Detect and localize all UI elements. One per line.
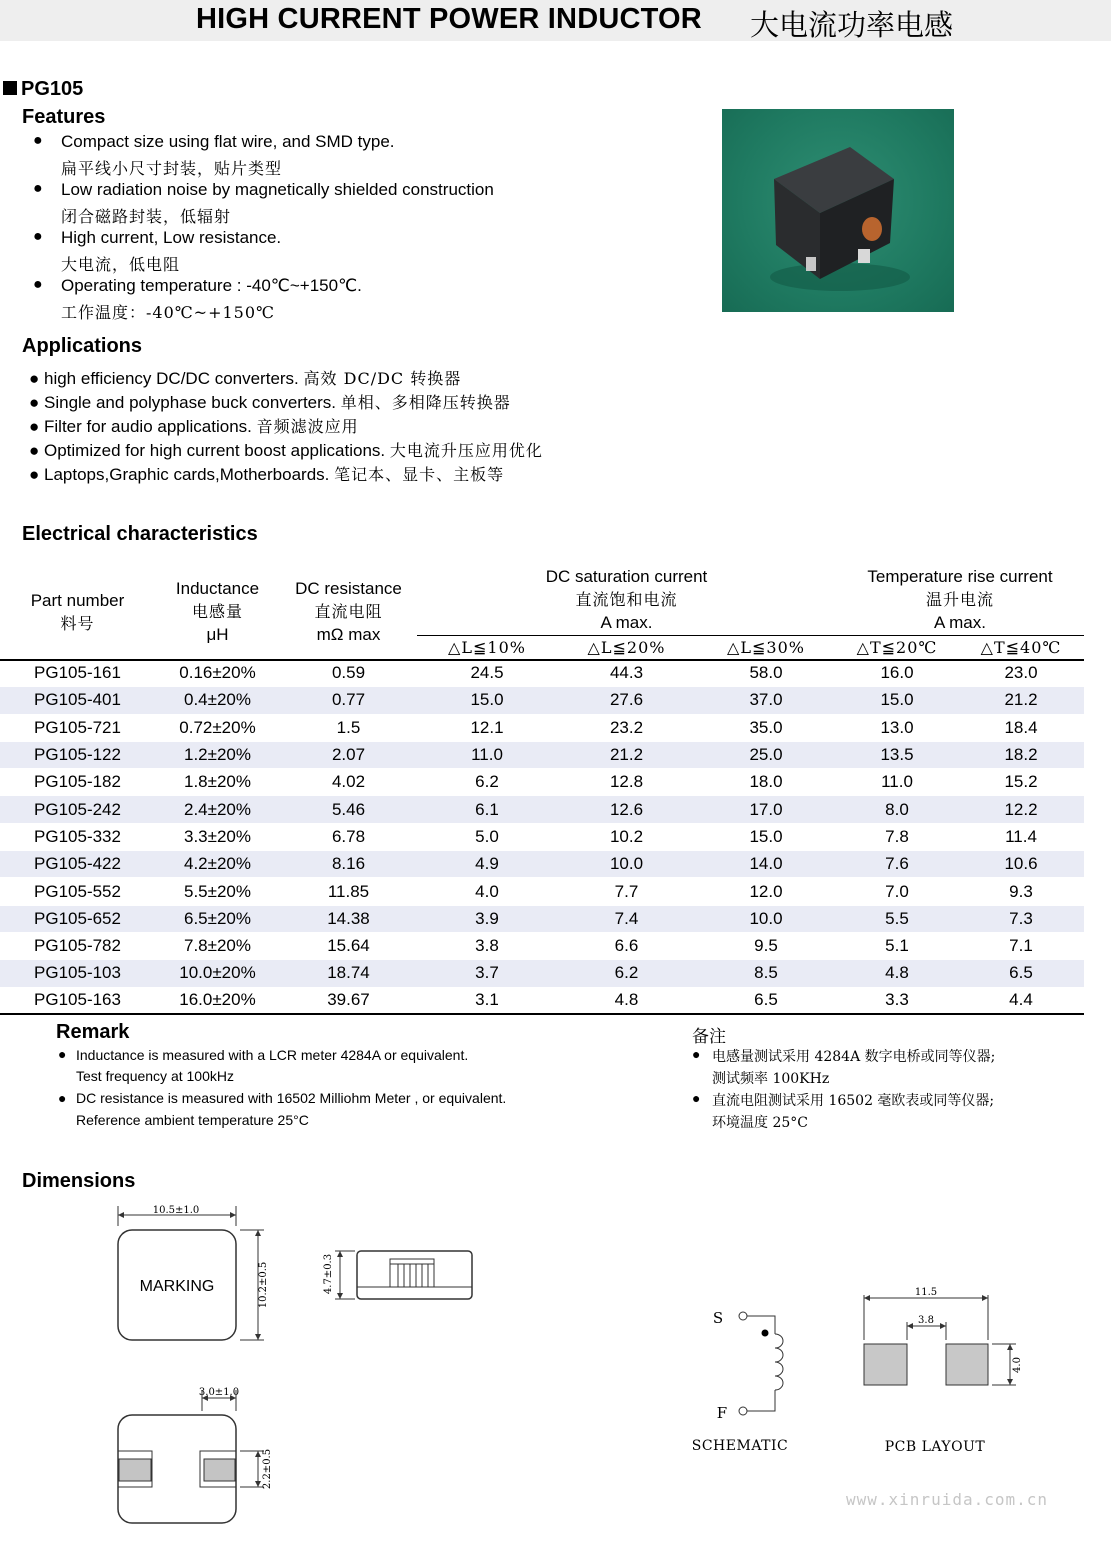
table-cell: 3.3 xyxy=(836,987,958,1014)
pcb-pad-right xyxy=(946,1344,988,1385)
table-cell: 7.1 xyxy=(958,932,1084,959)
application-cn: 笔记本、显卡、主板等 xyxy=(334,465,505,484)
table-row xyxy=(0,769,1084,796)
application-en: high efficiency DC/DC converters. xyxy=(44,369,299,388)
table-cell: 39.67 xyxy=(280,987,417,1014)
electrical-heading: Electrical characteristics xyxy=(22,523,258,545)
table-cell: 14.38 xyxy=(280,905,417,932)
table-cell: 25.0 xyxy=(696,741,836,768)
electrical-table xyxy=(0,565,1084,1015)
table-cell: 0.72±20% xyxy=(155,714,280,741)
table-cell: 3.8 xyxy=(417,932,557,959)
title-cn: 大电流功率电感 xyxy=(750,8,954,42)
table-row xyxy=(0,851,1084,878)
table-cell: 1.2±20% xyxy=(155,741,280,768)
table-cell: 15.0 xyxy=(696,823,836,850)
table-cell: 18.4 xyxy=(958,714,1084,741)
table-cell: 5.0 xyxy=(417,823,557,850)
table-row xyxy=(0,687,1084,714)
sub-header: △L≦10% xyxy=(417,635,557,660)
col-header-dcr: DC resistance 直流电阻 mΩ max xyxy=(295,579,402,645)
table-cell: PG105-552 xyxy=(0,878,155,905)
table-cell: 6.5±20% xyxy=(155,905,280,932)
table-cell: 12.6 xyxy=(557,796,696,823)
dimensions-heading: Dimensions xyxy=(22,1170,136,1192)
feature-en: High current, Low resistance. xyxy=(61,228,282,247)
inductor-photo-drawing xyxy=(722,109,954,312)
table-cell: 4.8 xyxy=(836,960,958,987)
table-cell: 6.6 xyxy=(557,932,696,959)
terminal-pad-left xyxy=(119,1459,151,1481)
table-row xyxy=(0,932,1084,959)
table-cell: 10.0±20% xyxy=(155,960,280,987)
remark-line-cn: 环境温度 25°C xyxy=(712,1115,808,1131)
pcb-pad-left xyxy=(864,1344,907,1385)
remark-line-cn: 电感量测试采用 4284A 数字电桥或同等仪器; xyxy=(712,1049,996,1065)
application-item: ● Filter for audio applications. 音频滤波应用 xyxy=(29,417,359,436)
table-cell: 0.4±20% xyxy=(155,687,280,714)
table-cell: 7.4 xyxy=(557,905,696,932)
dim-top-width: 10.5±1.0 xyxy=(152,1205,200,1216)
remark-line: Test frequency at 100kHz xyxy=(76,1068,234,1084)
table-cell: 11.85 xyxy=(280,878,417,905)
table-cell: 3.9 xyxy=(417,905,557,932)
table-cell: 11.4 xyxy=(958,823,1084,850)
table-cell: 21.2 xyxy=(958,687,1084,714)
application-en: Optimized for high current boost applications. xyxy=(44,441,386,460)
table-row xyxy=(0,796,1084,823)
marking-label: MARKING xyxy=(139,1278,215,1295)
table-cell: 14.0 xyxy=(696,851,836,878)
table-cell: 6.5 xyxy=(696,987,836,1014)
col-header-part: Part number 料号 xyxy=(30,590,125,633)
bullet-icon: ● xyxy=(33,228,43,245)
bullet-icon: ● xyxy=(692,1046,701,1062)
square-bullet-icon xyxy=(3,81,17,95)
table-cell: 7.0 xyxy=(836,878,958,905)
feature-cn: 大电流，低电阻 xyxy=(61,255,181,274)
dim-pcb-pad: 4.0 xyxy=(1012,1357,1023,1373)
title-en: HIGH CURRENT POWER INDUCTOR xyxy=(196,3,702,35)
table-cell: PG105-652 xyxy=(0,905,155,932)
feature-en: Low radiation noise by magnetically shielded construction xyxy=(61,180,494,199)
table-cell: PG105-103 xyxy=(0,960,155,987)
table-cell: PG105-332 xyxy=(0,823,155,850)
table-cell: PG105-782 xyxy=(0,932,155,959)
feature-cn: 闭合磁路封装，低辐射 xyxy=(61,207,232,226)
table-cell: 6.1 xyxy=(417,796,557,823)
table-cell: 8.16 xyxy=(280,851,417,878)
schematic-label: SCHEMATIC xyxy=(691,1438,789,1454)
table-cell: 4.02 xyxy=(280,769,417,796)
table-cell: 0.59 xyxy=(280,660,417,687)
table-cell: 3.1 xyxy=(417,987,557,1014)
table-cell: 2.4±20% xyxy=(155,796,280,823)
dim-pcb-gap: 3.8 xyxy=(918,1315,934,1326)
table-cell: 18.74 xyxy=(280,960,417,987)
terminal-f-icon xyxy=(739,1407,747,1415)
feature-cn: 工作温度：-40℃~+150℃ xyxy=(61,303,275,322)
table-cell: 8.5 xyxy=(696,960,836,987)
table-cell: 27.6 xyxy=(557,687,696,714)
table-cell: PG105-721 xyxy=(0,714,155,741)
schematic-finish-label: F xyxy=(716,1404,728,1422)
table-cell: 5.5 xyxy=(836,905,958,932)
table-cell: 9.3 xyxy=(958,878,1084,905)
table-cell: 7.6 xyxy=(836,851,958,878)
features-heading: Features xyxy=(22,106,106,128)
pcb-label: PCB LAYOUT xyxy=(884,1439,986,1455)
table-cell: 18.0 xyxy=(696,769,836,796)
table-cell: 11.0 xyxy=(836,769,958,796)
table-row xyxy=(0,741,1084,768)
bullet-icon: ● xyxy=(33,180,43,197)
bullet-icon: ● xyxy=(33,276,43,293)
application-cn: 音频滤波应用 xyxy=(256,417,359,436)
schematic-start-label: S xyxy=(712,1309,724,1327)
table-cell: 12.0 xyxy=(696,878,836,905)
table-cell: 37.0 xyxy=(696,687,836,714)
application-cn: 高效 DC/DC 转换器 xyxy=(303,369,462,388)
application-item: ● Single and polyphase buck converters. 单相、多相降压转换器 xyxy=(29,393,511,412)
terminal-s-icon xyxy=(739,1312,747,1320)
table-cell: 6.2 xyxy=(557,960,696,987)
table-cell: 12.1 xyxy=(417,714,557,741)
table-cell: 18.2 xyxy=(958,741,1084,768)
feature-cn: 扁平线小尺寸封装，贴片类型 xyxy=(61,159,283,178)
table-cell: 58.0 xyxy=(696,660,836,687)
table-cell: 13.5 xyxy=(836,741,958,768)
table-cell: 10.0 xyxy=(696,905,836,932)
side-view-winding xyxy=(390,1259,434,1287)
table-cell: PG105-122 xyxy=(0,741,155,768)
table-cell: 5.5±20% xyxy=(155,878,280,905)
table-cell: 4.8 xyxy=(557,987,696,1014)
application-cn: 单相、多相降压转换器 xyxy=(340,393,511,412)
side-view-body xyxy=(357,1251,472,1299)
table-cell: 23.2 xyxy=(557,714,696,741)
inductor-coil-icon xyxy=(775,1334,783,1390)
table-cell: 2.07 xyxy=(280,741,417,768)
dim-side-height: 4.7±0.3 xyxy=(323,1253,334,1295)
table-cell: 4.9 xyxy=(417,851,557,878)
table-cell: 13.0 xyxy=(836,714,958,741)
dim-terminal-width: 3.0±1.0 xyxy=(198,1387,240,1398)
table-cell: 35.0 xyxy=(696,714,836,741)
table-cell: 4.4 xyxy=(958,987,1084,1014)
table-cell: 11.0 xyxy=(417,741,557,768)
watermark: www.xinruida.com.cn xyxy=(846,1490,1049,1509)
col-header-inductance: Inductance 电感量 μH xyxy=(175,579,260,645)
table-cell: 6.78 xyxy=(280,823,417,850)
application-item: ● Optimized for high current boost applications. 大电流升压应用优化 xyxy=(29,441,543,460)
table-cell: PG105-161 xyxy=(0,660,155,687)
bullet-icon: ● xyxy=(692,1090,701,1106)
table-cell: 9.5 xyxy=(696,932,836,959)
table-cell: 0.16±20% xyxy=(155,660,280,687)
table-row xyxy=(0,714,1084,741)
table-row xyxy=(0,823,1084,850)
dim-top-height: 10.2±0.5 xyxy=(258,1261,269,1309)
remark-line-cn: 直流电阻测试采用 16502 毫欧表或同等仪器; xyxy=(712,1093,995,1109)
applications-heading: Applications xyxy=(22,335,143,357)
table-cell: 24.5 xyxy=(417,660,557,687)
sub-header: △T≦40℃ xyxy=(958,635,1084,660)
bullet-icon: ● xyxy=(33,132,43,149)
table-cell: 16.0 xyxy=(836,660,958,687)
table-cell: PG105-182 xyxy=(0,769,155,796)
table-cell: 15.0 xyxy=(417,687,557,714)
table-cell: 4.2±20% xyxy=(155,851,280,878)
application-cn: 大电流升压应用优化 xyxy=(389,441,543,460)
table-cell: PG105-422 xyxy=(0,851,155,878)
table-row xyxy=(0,960,1084,987)
feature-en: Operating temperature : -40℃~+150℃. xyxy=(61,276,362,295)
table-cell: 5.1 xyxy=(836,932,958,959)
table-cell: 7.8 xyxy=(836,823,958,850)
table-cell: 16.0±20% xyxy=(155,987,280,1014)
application-en: Laptops,Graphic cards,Motherboards. xyxy=(44,465,330,484)
table-cell: 6.2 xyxy=(417,769,557,796)
terminal-pad-right xyxy=(204,1459,235,1481)
remark-line: DC resistance is measured with 16502 Milliohm Meter , or equivalent. xyxy=(76,1090,507,1106)
col-header-saturation: DC saturation current 直流饱和电流 A max. xyxy=(545,567,708,633)
remark-line: Reference ambient temperature 25°C xyxy=(76,1112,309,1128)
sub-header: △L≦30% xyxy=(696,635,836,660)
table-cell: PG105-163 xyxy=(0,987,155,1014)
table-cell: 4.0 xyxy=(417,878,557,905)
application-en: Filter for audio applications. xyxy=(44,417,252,436)
table-cell: 21.2 xyxy=(557,741,696,768)
table-cell: 15.0 xyxy=(836,687,958,714)
product-photo xyxy=(722,109,954,312)
dim-terminal-height: 2.2±0.5 xyxy=(262,1448,273,1490)
table-cell: 7.3 xyxy=(958,905,1084,932)
sub-header: △T≦20℃ xyxy=(836,635,958,660)
table-cell: 3.3±20% xyxy=(155,823,280,850)
table-cell: PG105-401 xyxy=(0,687,155,714)
application-item: ● Laptops,Graphic cards,Motherboards. 笔记本、显卡、主板等 xyxy=(29,465,505,484)
table-cell: 7.8±20% xyxy=(155,932,280,959)
table-cell: 7.7 xyxy=(557,878,696,905)
table-row xyxy=(0,878,1084,905)
application-item: ● high efficiency DC/DC converters. 高效 DC/DC 转换器 xyxy=(29,369,462,388)
remark-heading-cn: 备注 xyxy=(692,1027,726,1047)
remark-line-cn: 测试频率 100KHz xyxy=(712,1071,830,1087)
bullet-icon: ● xyxy=(58,1090,67,1106)
table-row xyxy=(0,987,1084,1014)
remark-heading: Remark xyxy=(56,1021,130,1043)
sub-header: △L≦20% xyxy=(557,635,696,660)
table-cell: 15.2 xyxy=(958,769,1084,796)
table-cell: 23.0 xyxy=(958,660,1084,687)
table-cell: 6.5 xyxy=(958,960,1084,987)
table-cell: 1.8±20% xyxy=(155,769,280,796)
table-cell: 17.0 xyxy=(696,796,836,823)
table-cell: 10.2 xyxy=(557,823,696,850)
table-cell: 44.3 xyxy=(557,660,696,687)
table-cell: 1.5 xyxy=(280,714,417,741)
model-heading xyxy=(3,78,83,101)
table-cell: 0.77 xyxy=(280,687,417,714)
table-row xyxy=(0,905,1084,932)
table-cell: 12.8 xyxy=(557,769,696,796)
polarity-dot-icon xyxy=(762,1330,769,1337)
col-header-temp-rise: Temperature rise current 温升电流 A max. xyxy=(867,567,1053,633)
table-cell: 3.7 xyxy=(417,960,557,987)
table-cell: 12.2 xyxy=(958,796,1084,823)
table-cell: 10.6 xyxy=(958,851,1084,878)
feature-en: Compact size using flat wire, and SMD type. xyxy=(61,132,395,151)
application-en: Single and polyphase buck converters. xyxy=(44,393,337,412)
table-cell: 5.46 xyxy=(280,796,417,823)
table-cell: 8.0 xyxy=(836,796,958,823)
model-name: PG105 xyxy=(21,78,84,100)
remark-line: Inductance is measured with a LCR meter 4284A or equivalent. xyxy=(76,1047,469,1063)
table-cell: PG105-242 xyxy=(0,796,155,823)
dim-pcb-overall: 11.5 xyxy=(914,1287,938,1298)
table-cell: 15.64 xyxy=(280,932,417,959)
table-row xyxy=(0,660,1084,687)
table-cell: 10.0 xyxy=(557,851,696,878)
bullet-icon: ● xyxy=(58,1046,67,1062)
